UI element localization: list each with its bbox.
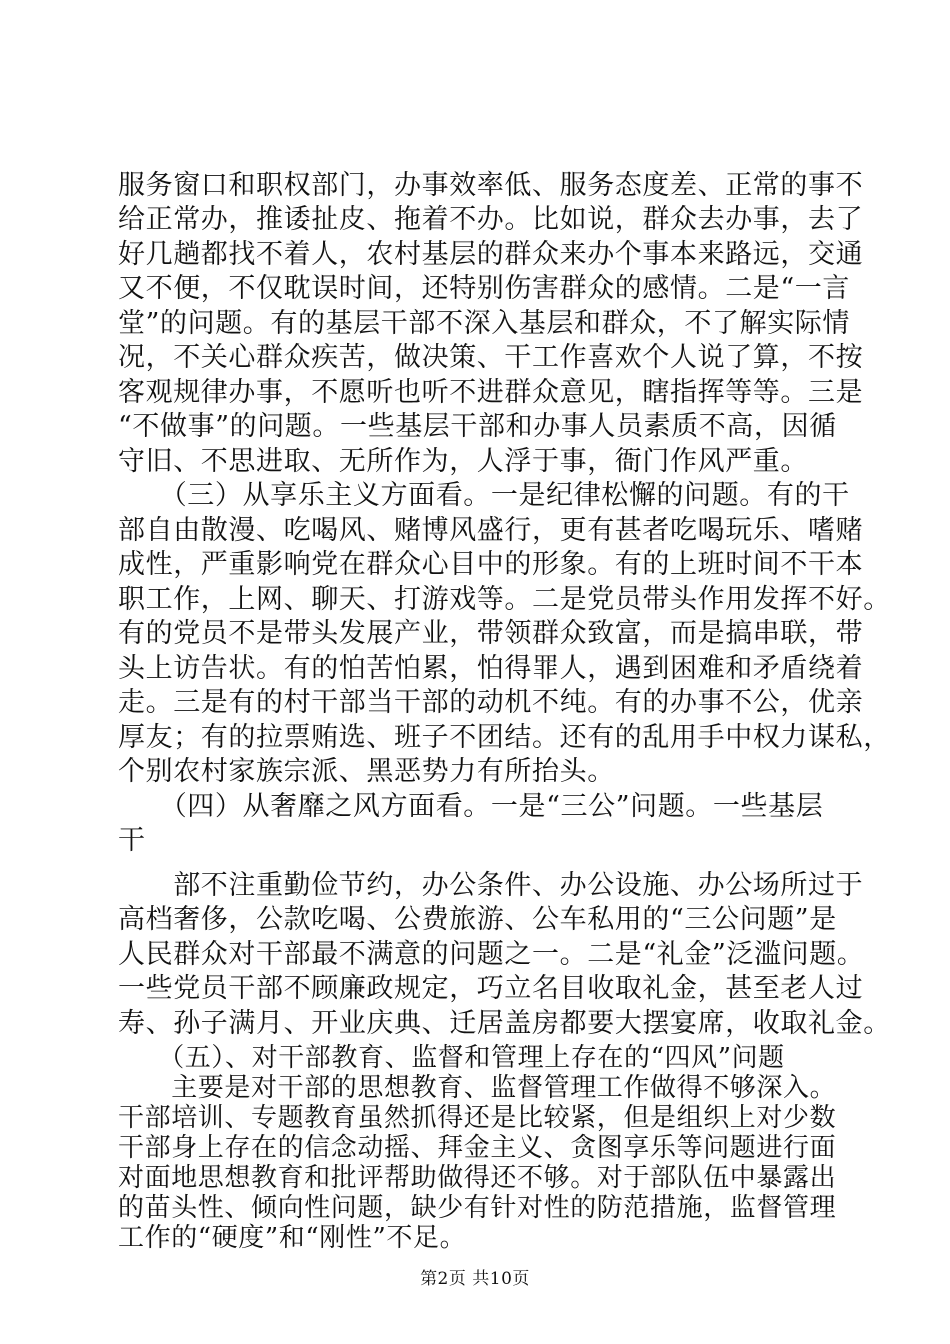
text-line: 厚友；有的拉票贿选、班子不团结。还有的乱用手中权力谋私， bbox=[118, 722, 891, 753]
text-line: 干部身上存在的信念动摇、拜金主义、贪图享乐等问题进行面 bbox=[118, 1133, 837, 1163]
text-line: 有的党员不是带头发展产业，带领群众致富，而是搞串联，带 bbox=[118, 618, 864, 649]
text-line: 部不注重勤俭节约，办公条件、办公设施、办公场所过于 bbox=[118, 870, 864, 901]
text-line: 一些党员干部不顾廉政规定，巧立名目收取礼金，甚至老人过 bbox=[118, 973, 864, 1004]
text-line: 工作的“硬度”和“刚性”不足。 bbox=[118, 1223, 467, 1253]
text-line: 主要是对干部的思想教育、监督管理工作做得不够深入。 bbox=[118, 1073, 837, 1103]
text-line: 的苗头性、倾向性问题，缺少有针对性的防范措施，监督管理 bbox=[118, 1193, 837, 1223]
text-line: 又不便，不仅耽误时间，还特别伤害群众的感情。二是“一言 bbox=[118, 273, 851, 304]
text-line: 人民群众对干部最不满意的问题之一。二是“礼金”泛滥问题。 bbox=[118, 939, 865, 970]
text-line: 服务窗口和职权部门，办事效率低、服务态度差、正常的事不 bbox=[118, 170, 864, 201]
text-line: 成性，严重影响党在群众心目中的形象。有的上班时间不干本 bbox=[118, 549, 864, 580]
text-line: 干部培训、专题教育虽然抓得还是比较紧，但是组织上对少数 bbox=[118, 1103, 837, 1133]
section-heading-4: （四）从奢靡之风方面看。一是“三公”问题。一些基层 bbox=[118, 791, 824, 822]
text-line: 职工作，上网、聊天、打游戏等。二是党员带头作用发挥不好。 bbox=[118, 584, 891, 615]
text-line: 给正常办，推诿扯皮、拖着不办。比如说，群众去办事，去了 bbox=[118, 204, 864, 235]
text-line: 干 bbox=[118, 825, 146, 856]
text-line: 好几趟都找不着人，农村基层的群众来办个事本来路远，交通 bbox=[118, 239, 864, 270]
section-heading-3: （三）从享乐主义方面看。一是纪律松懈的问题。有的干 bbox=[118, 480, 850, 511]
text-line: 守旧、不思进取、无所作为，人浮于事，衙门作风严重。 bbox=[118, 446, 808, 477]
text-line: 头上访告状。有的怕苦怕累，怕得罪人，遇到困难和矛盾绕着 bbox=[118, 653, 864, 684]
section-heading-5: （五）、对干部教育、监督和管理上存在的“四风”问题 bbox=[118, 1043, 785, 1073]
text-line: “不做事”的问题。一些基层干部和办事人员素质不高，因循 bbox=[118, 411, 837, 442]
text-line: 客观规律办事，不愿听也听不进群众意见，瞎指挥等等。三是 bbox=[118, 377, 864, 408]
text-line: 走。三是有的村干部当干部的动机不纯。有的办事不公，优亲 bbox=[118, 687, 864, 718]
page-number: 第2页 共10页 bbox=[420, 1269, 530, 1289]
text-line: 部自由散漫、吃喝风、赌博风盛行，更有甚者吃喝玩乐、嗜赌 bbox=[118, 515, 864, 546]
text-line: 对面地思想教育和批评帮助做得还不够。对于部队伍中暴露出 bbox=[118, 1163, 837, 1193]
text-line: 高档奢侈，公款吃喝、公费旅游、公车私用的“三公问题”是 bbox=[118, 904, 837, 935]
text-line: 况，不关心群众疾苦，做决策、干工作喜欢个人说了算，不按 bbox=[118, 342, 864, 373]
text-line: 寿、孙子满月、开业庆典、迁居盖房都要大摆宴席，收取礼金。 bbox=[118, 1008, 891, 1039]
text-line: 堂”的问题。有的基层干部不深入基层和群众，不了解实际情 bbox=[118, 308, 851, 339]
text-line: 个别农村家族宗派、黑恶势力有所抬头。 bbox=[118, 756, 615, 787]
